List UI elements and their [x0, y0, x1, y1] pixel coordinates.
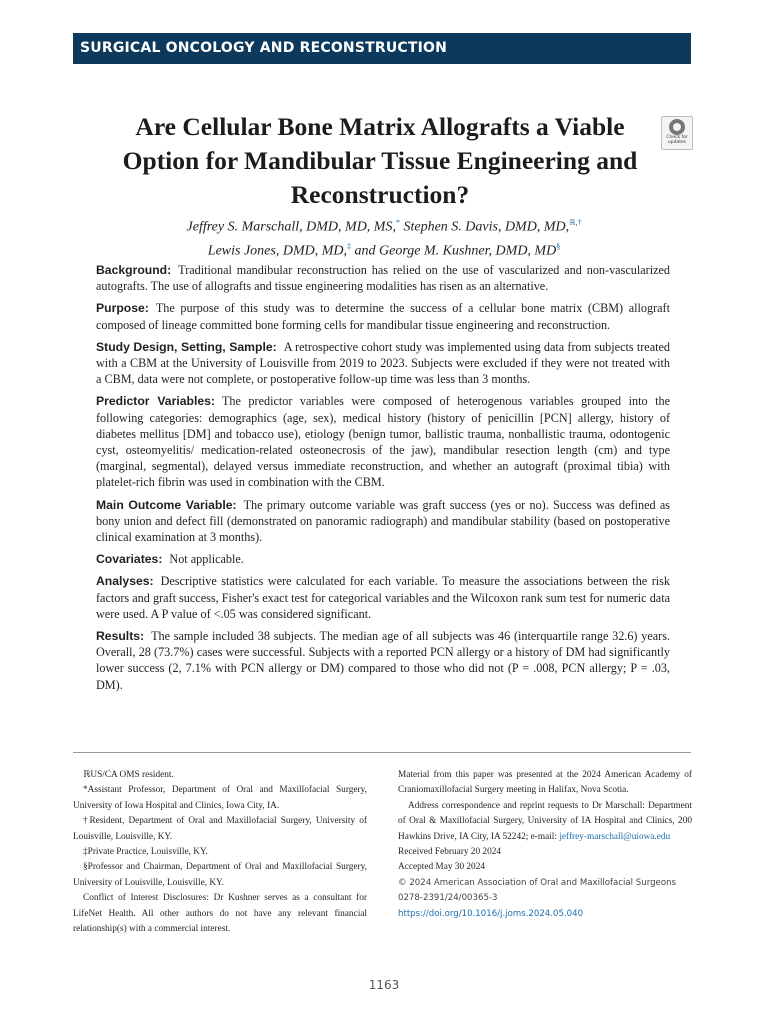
- abstract-text: The sample included 38 subjects. The median age of all subjects was 46 (interquartile range 32.6) years. Overall, 28 (73.7%) cases were successful. Subjects with a reported PCN allergy or a history of DM had significantly lower success (2, 7.1% with PCN allergy or DM) compared to those who did not (P = .008, PCN allergy; P = .03, DM).: [96, 629, 670, 692]
- footnote: Conflict of Interest Disclosures: Dr Kushner serves as a consultant for LifeNet Health. All other authors do not have any relevant financial relationship(s) with a commercial interest.: [73, 893, 367, 935]
- abstract-results: [96, 628, 670, 693]
- abstract: [96, 262, 670, 699]
- abstract-background: [96, 262, 670, 294]
- abstract-text: The primary outcome variable was graft success (yes or no). Success was defined as bony union and defect fill (demonstrated on panoramic radiograph) and mandibular stability (based on postoperative clinical examination at 3 months).: [96, 497, 670, 545]
- footnote: ℝUS/CA OMS resident.: [83, 770, 174, 780]
- author-4-affil[interactable]: §: [556, 241, 561, 251]
- footnote-divider: [73, 752, 691, 753]
- abstract-text: A retrospective cohort study was implemented using data from subjects treated with a CBM at the University of Louisville from 2019 to 2023. Subjects were excluded if they were not treated with a CBM, data were not complete, or postoperative follow-up time was less than 3 months.: [96, 339, 670, 387]
- abstract-text: Not applicable.: [169, 552, 244, 567]
- abstract-heading: Covariates:: [96, 552, 163, 567]
- section-banner: SURGICAL ONCOLOGY AND RECONSTRUCTION: [73, 33, 691, 64]
- abstract-text: The predictor variables were composed of heterogenous variables grouped into the following categories: demographics (age, sex), medical history (history of penicillin [PCN] allergy, history of diabetes mellitus [DM] and tobacco use), etiology (benign tumor, ballistic trauma, nonballistic trauma, odontogenic cyst, osteomyelitis/ medication-related osteonecrosis of the jaw), mandibular resection length (cm) and type (marginal, segmental), delayed versus immediate reconstruction, and whether an autograft (proximal tibia) with platelet-rich fibrin was used in combination with the CBM.: [96, 394, 670, 490]
- abstract-heading: Main Outcome Variable:: [96, 497, 237, 512]
- abstract-covariates: [96, 551, 670, 567]
- author-1-affil[interactable]: *: [395, 218, 400, 227]
- author-2-affil[interactable]: ℝ,†: [569, 218, 582, 227]
- abstract-heading: Analyses:: [96, 574, 154, 589]
- footnote: †Resident, Department of Oral and Maxillofacial Surgery, University of Louisville, Louisville, KY.: [73, 816, 367, 842]
- check-for-updates-badge[interactable]: [661, 116, 693, 150]
- footnote: ‡Private Practice, Louisville, KY.: [83, 847, 208, 858]
- abstract-predictor: [96, 393, 670, 490]
- abstract-text: Descriptive statistics were calculated for each variable. To measure the associations between the risk factors and graft success, Fisher's exact test for categorical variables and the Wilcoxon rank sum test for numeric data were used. A P value of <.05 was considered significant.: [96, 574, 670, 621]
- correspondence-address: Address correspondence and reprint requests to Dr Marschall: Department of Oral & Maxillofacial Surgery, University of IA Hospital and Clinics, 200 Hawkins Drive, IA City, IA 52242; e-mail:: [398, 800, 692, 842]
- email-link[interactable]: jeffrey-marschall@uiowa.edu: [559, 831, 671, 842]
- crossmark-icon: [669, 119, 685, 135]
- abstract-text: Traditional mandibular reconstruction has relied on the use of vascularized and non-vascularized autografts. The use of allografts and tissue engineering modalities has risen as an alternative.: [96, 263, 670, 294]
- abstract-design: [96, 339, 670, 388]
- abstract-text: The purpose of this study was to determine the success of a cellular bone matrix (CBM) allograft composed of lineage committed bone forming cells for mandibular tissue engineering and reconstruction.: [96, 301, 670, 332]
- author-3-affil[interactable]: ‡: [347, 241, 352, 251]
- issn: 0278-2391/24/00365-3: [398, 893, 498, 904]
- copyright: © 2024 American Association of Oral and Maxillofacial Surgeons: [398, 877, 677, 888]
- abstract-outcome: [96, 497, 670, 546]
- author-3: Lewis Jones, DMD, MD,: [207, 243, 348, 259]
- abstract-heading: Background:: [96, 263, 172, 277]
- author-4: and George M. Kushner, DMD, MD: [354, 243, 557, 259]
- accepted-date: Accepted May 30 2024: [398, 862, 486, 873]
- footnote: *Assistant Professor, Department of Oral and Maxillofacial Surgery, University of Iowa Hospital and Clinics, Iowa City, IA.: [73, 785, 367, 811]
- page-number: 1163: [368, 978, 400, 992]
- abstract-analyses: [96, 573, 670, 622]
- author-2: Stephen S. Davis, DMD, MD,: [403, 219, 570, 235]
- author-1: Jeffrey S. Marschall, DMD, MD, MS,: [186, 219, 396, 235]
- presented-note: Material from this paper was presented at the 2024 American Academy of Craniomaxillofacial Surgery meeting in Halifax, Nova Scotia.: [398, 770, 692, 796]
- check-for-updates-label: Check for updates: [666, 135, 688, 145]
- author-list: [100, 213, 668, 260]
- footnotes-left: [73, 768, 367, 937]
- doi-link[interactable]: https://doi.org/10.1016/j.joms.2024.05.040: [398, 908, 584, 919]
- abstract-heading: Study Design, Setting, Sample:: [96, 339, 277, 354]
- abstract-heading: Purpose:: [96, 301, 149, 316]
- footnotes-right: [398, 768, 692, 922]
- abstract-purpose: [96, 300, 670, 332]
- received-date: Received February 20 2024: [398, 847, 502, 858]
- footnote: §Professor and Chairman, Department of Oral and Maxillofacial Surgery, University of Louisville, Louisville, KY.: [73, 862, 367, 888]
- correspondence-note: [398, 799, 692, 845]
- article-title: Are Cellular Bone Matrix Allografts a Viable Option for Mandibular Tissue Engineering and Reconstruction?: [122, 112, 638, 209]
- abstract-heading: Predictor Variables:: [96, 394, 215, 409]
- abstract-heading: Results:: [96, 629, 145, 644]
